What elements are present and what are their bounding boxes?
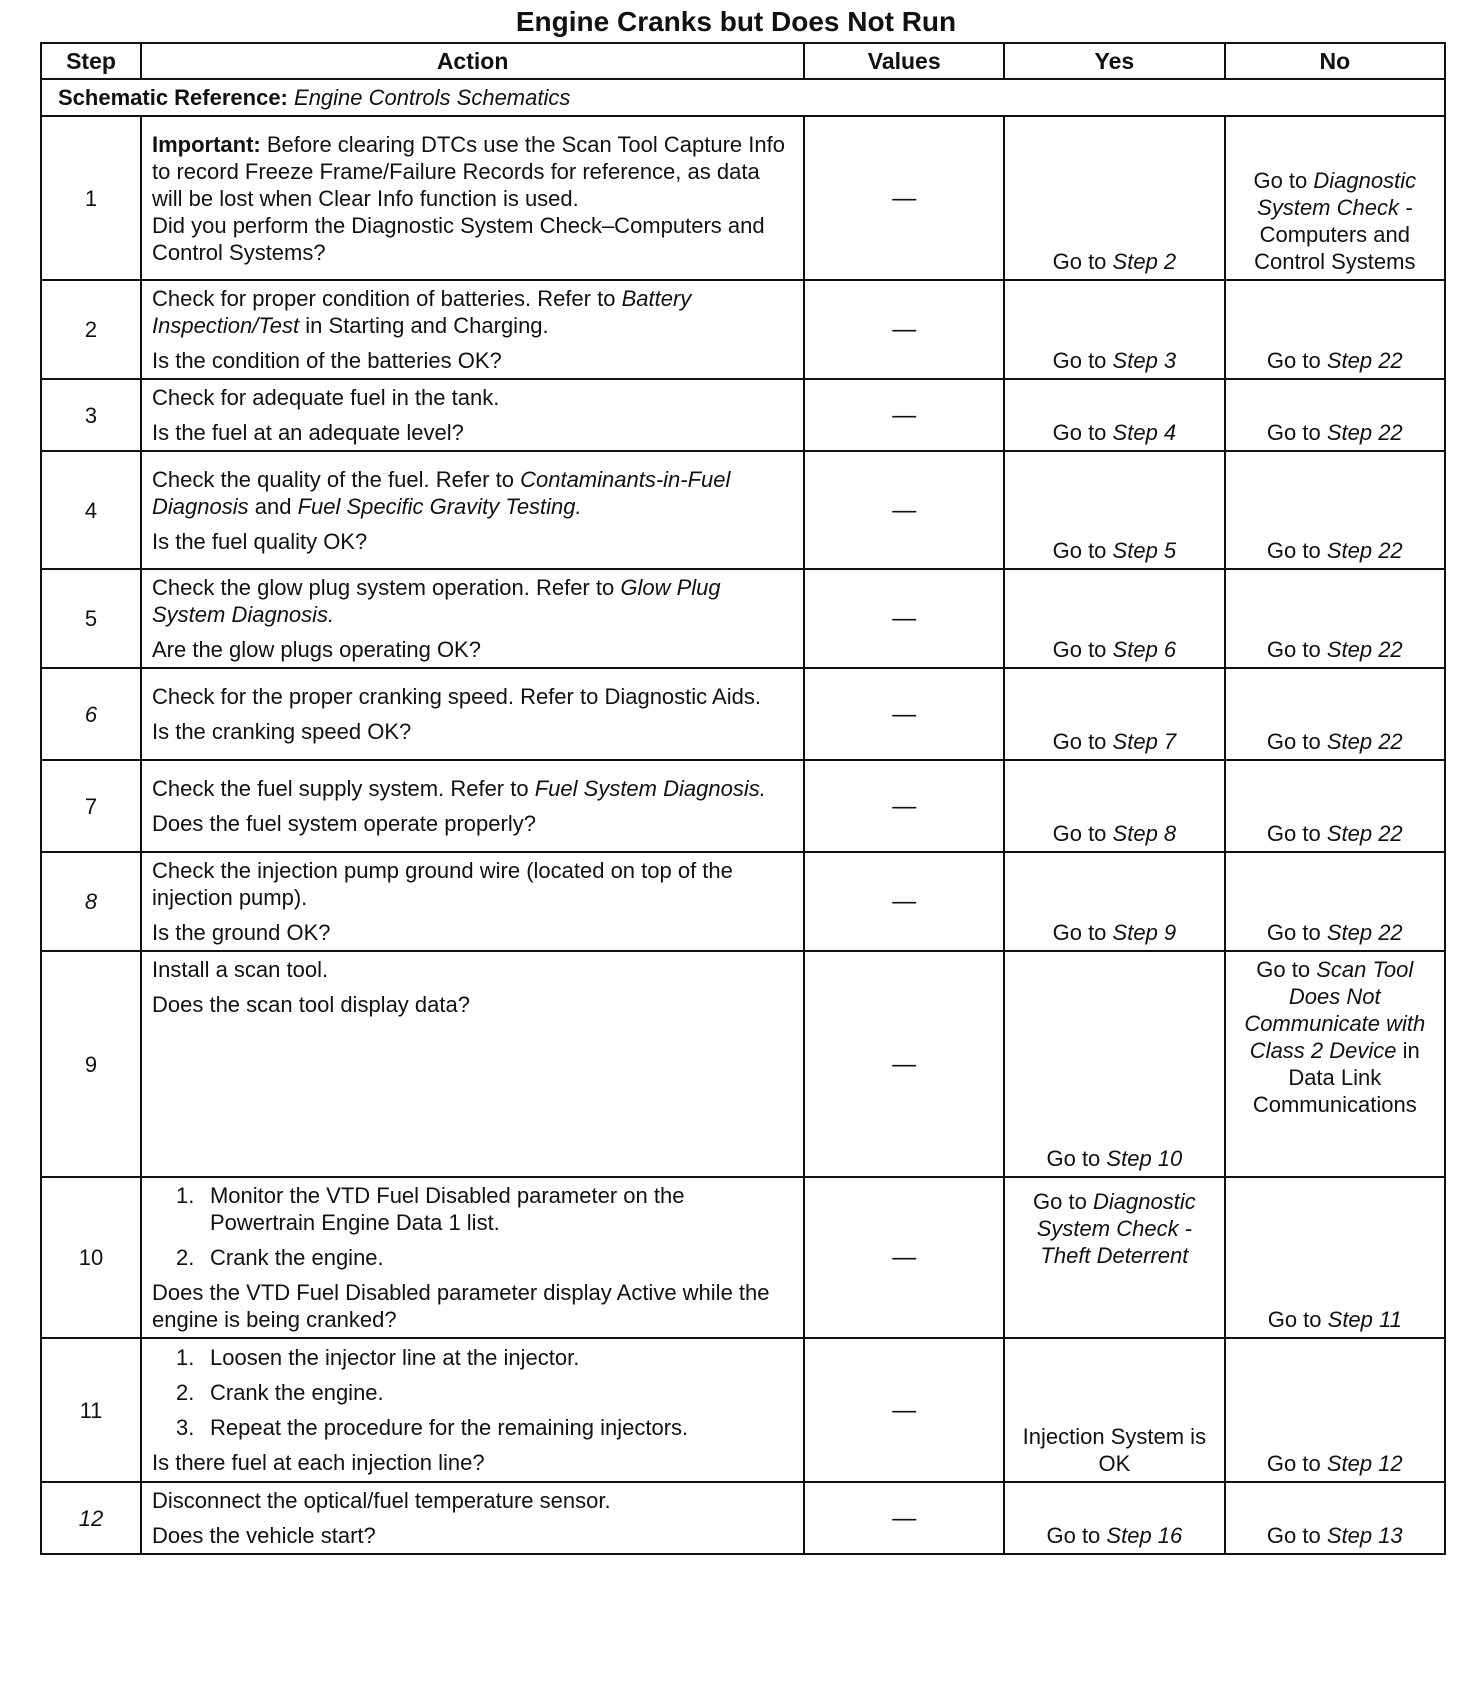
step-number: 6 bbox=[41, 668, 141, 760]
action-text: Check for the proper cranking speed. Refer to Diagnostic Aids. bbox=[151, 684, 761, 709]
yes-cell bbox=[1004, 668, 1224, 760]
no-step-link[interactable]: Step 22 bbox=[1326, 538, 1403, 563]
yes-step-link[interactable]: Step 6 bbox=[1112, 637, 1177, 662]
goto-text: Go to bbox=[1046, 1146, 1101, 1171]
yes-step-link[interactable]: Step 4 bbox=[1112, 420, 1177, 445]
no-cell bbox=[1225, 852, 1445, 951]
question: Is the ground OK? bbox=[151, 920, 331, 945]
step-number: 3 bbox=[41, 379, 141, 451]
list-item bbox=[152, 1244, 793, 1271]
header-yes: Yes bbox=[1004, 43, 1224, 79]
table-row bbox=[41, 280, 1445, 379]
action-cell bbox=[141, 569, 804, 668]
action-text: Check for proper condition of batteries. Refer to bbox=[151, 286, 616, 311]
header-step: Step bbox=[41, 43, 141, 79]
goto-text: Go to bbox=[1052, 920, 1107, 945]
action-cell bbox=[141, 451, 804, 569]
yes-step-link[interactable]: Step 9 bbox=[1112, 920, 1177, 945]
value-cell: — bbox=[804, 569, 1004, 668]
no-step-link[interactable]: Diagnostic System Check - bbox=[1257, 168, 1417, 220]
goto-text: Go to bbox=[1033, 1189, 1087, 1214]
schematic-link[interactable]: Engine Controls Schematics bbox=[294, 85, 571, 110]
action-cell bbox=[141, 852, 804, 951]
goto-text: Go to bbox=[1266, 821, 1321, 846]
yes-step-link[interactable]: Step 2 bbox=[1112, 249, 1177, 274]
action-cell bbox=[141, 116, 804, 280]
goto-text: Go to bbox=[1266, 420, 1321, 445]
goto-text: Go to bbox=[1266, 1451, 1321, 1476]
table-row bbox=[41, 852, 1445, 951]
yes-cell bbox=[1004, 569, 1224, 668]
table-row bbox=[41, 951, 1445, 1177]
yes-cell bbox=[1004, 951, 1224, 1177]
list-text: Loosen the injector line at the injector. bbox=[209, 1345, 580, 1370]
list-text: Crank the engine. bbox=[209, 1380, 384, 1405]
list-number: 1. bbox=[175, 1183, 195, 1208]
no-step-link[interactable]: Step 22 bbox=[1326, 920, 1403, 945]
action-text: Check the glow plug system operation. Refer to bbox=[151, 575, 615, 600]
value-cell: — bbox=[804, 116, 1004, 280]
goto-text: Go to bbox=[1052, 821, 1107, 846]
action-text: Check the injection pump ground wire (located on top of the injection pump). bbox=[151, 858, 733, 910]
table-header-row bbox=[41, 43, 1445, 79]
action-cell bbox=[141, 1338, 804, 1482]
question: Does the fuel system operate properly? bbox=[151, 811, 536, 836]
step-number: 2 bbox=[41, 280, 141, 379]
no-cell bbox=[1225, 451, 1445, 569]
value-cell: — bbox=[804, 951, 1004, 1177]
yes-cell bbox=[1004, 116, 1224, 280]
no-cell bbox=[1225, 668, 1445, 760]
action-cell bbox=[141, 379, 804, 451]
value-cell: — bbox=[804, 668, 1004, 760]
goto-text: Go to bbox=[1266, 637, 1321, 662]
action-cell bbox=[141, 668, 804, 760]
step-number: 12 bbox=[41, 1482, 141, 1554]
step-number: 7 bbox=[41, 760, 141, 852]
action-cell bbox=[141, 760, 804, 852]
schematic-reference bbox=[41, 79, 1445, 116]
goto-text: Go to bbox=[1266, 348, 1321, 373]
question: Is the fuel at an adequate level? bbox=[151, 420, 464, 445]
action-text: Check the fuel supply system. Refer to bbox=[151, 776, 529, 801]
no-cell bbox=[1225, 1177, 1445, 1338]
yes-step-link[interactable]: Step 10 bbox=[1106, 1146, 1183, 1171]
question: Does the vehicle start? bbox=[151, 1523, 376, 1548]
goto-text: Go to bbox=[1266, 920, 1321, 945]
yes-step-link[interactable]: Diagnostic System Check - Theft Deterrent bbox=[1036, 1189, 1196, 1268]
step-number: 10 bbox=[41, 1177, 141, 1338]
yes-cell bbox=[1004, 852, 1224, 951]
header-action: Action bbox=[141, 43, 804, 79]
value-cell: — bbox=[804, 379, 1004, 451]
reference-link[interactable]: Contaminants-in-Fuel Diagnosis bbox=[151, 466, 731, 519]
important-text: Before clearing DTCs use the Scan Tool Capture Info to record Freeze Frame/Failure Records for reference, as data will be lost when Clear Info function is used. bbox=[151, 131, 785, 211]
header-values: Values bbox=[804, 43, 1004, 79]
no-step-link[interactable]: Step 22 bbox=[1326, 729, 1403, 754]
value-cell: — bbox=[804, 451, 1004, 569]
goto-text: Go to bbox=[1267, 1307, 1322, 1332]
step-number: 1 bbox=[41, 116, 141, 280]
important-label: Important: bbox=[151, 131, 261, 157]
step-number: 11 bbox=[41, 1338, 141, 1482]
action-text: and bbox=[254, 493, 292, 519]
diagnostic-table bbox=[40, 42, 1446, 1555]
question: Did you perform the Diagnostic System Check–Computers and Control Systems? bbox=[151, 212, 765, 265]
table-row bbox=[41, 379, 1445, 451]
list-item bbox=[152, 1182, 793, 1236]
no-text: in Data Link Communications bbox=[1252, 1038, 1420, 1117]
goto-text: Go to bbox=[1266, 538, 1321, 563]
no-step-link[interactable]: Step 11 bbox=[1327, 1307, 1402, 1332]
question: Is the condition of the batteries OK? bbox=[151, 348, 502, 373]
reference-link[interactable]: Glow Plug System Diagnosis. bbox=[151, 575, 721, 627]
question: Is the cranking speed OK? bbox=[151, 719, 412, 744]
action-text: in Starting and Charging. bbox=[305, 313, 549, 338]
goto-text: Go to bbox=[1052, 249, 1107, 274]
question: Does the scan tool display data? bbox=[151, 992, 470, 1017]
no-step-link[interactable]: Step 22 bbox=[1326, 348, 1403, 373]
yes-step-link[interactable]: Step 8 bbox=[1112, 821, 1177, 846]
yes-cell bbox=[1004, 379, 1224, 451]
question: Is the fuel quality OK? bbox=[151, 528, 368, 554]
list-text: Crank the engine. bbox=[209, 1245, 384, 1270]
value-cell: — bbox=[804, 852, 1004, 951]
goto-text: Go to bbox=[1052, 420, 1107, 445]
step-number: 8 bbox=[41, 852, 141, 951]
action-cell bbox=[141, 951, 804, 1177]
goto-text: Go to bbox=[1266, 729, 1321, 754]
numbered-steps bbox=[152, 1344, 793, 1441]
yes-step-link[interactable]: Step 3 bbox=[1112, 348, 1177, 373]
step-number: 5 bbox=[41, 569, 141, 668]
yes-step-link[interactable]: Step 7 bbox=[1112, 729, 1177, 754]
no-step-link[interactable]: Step 22 bbox=[1326, 637, 1403, 662]
goto-text: Go to bbox=[1052, 729, 1107, 754]
list-number: 3. bbox=[175, 1415, 195, 1440]
action-text: Check the quality of the fuel. Refer to bbox=[151, 466, 514, 492]
page-title: Engine Cranks but Does Not Run bbox=[515, 6, 957, 37]
goto-text: Go to bbox=[1052, 348, 1107, 373]
value-cell: — bbox=[804, 1338, 1004, 1482]
reference-link[interactable]: Battery Inspection/Test bbox=[151, 286, 692, 338]
yes-cell: Injection System is OK bbox=[1004, 1338, 1224, 1482]
goto-text: Go to bbox=[1256, 957, 1311, 982]
no-cell bbox=[1225, 116, 1445, 280]
yes-cell bbox=[1004, 1177, 1224, 1338]
yes-step-link[interactable]: Step 16 bbox=[1106, 1523, 1183, 1548]
yes-cell bbox=[1004, 760, 1224, 852]
no-step-link[interactable]: Scan Tool Does Not Communicate with Class 2 Device bbox=[1244, 957, 1426, 1063]
no-step-link[interactable]: Step 13 bbox=[1326, 1523, 1403, 1548]
action-cell bbox=[141, 280, 804, 379]
question: Are the glow plugs operating OK? bbox=[151, 637, 481, 662]
list-text: Repeat the procedure for the remaining injectors. bbox=[209, 1415, 689, 1440]
list-number: 2. bbox=[175, 1245, 195, 1270]
no-cell bbox=[1225, 951, 1445, 1177]
schematic-row bbox=[41, 79, 1445, 116]
no-cell bbox=[1225, 760, 1445, 852]
action-text: Check for adequate fuel in the tank. bbox=[151, 385, 500, 410]
goto-text: Go to bbox=[1052, 637, 1107, 662]
goto-text: Go to bbox=[1046, 1523, 1101, 1548]
schematic-label: Schematic Reference: bbox=[58, 85, 288, 110]
action-text: Disconnect the optical/fuel temperature sensor. bbox=[151, 1488, 611, 1513]
table-row bbox=[41, 569, 1445, 668]
value-cell: — bbox=[804, 760, 1004, 852]
action-text: Install a scan tool. bbox=[151, 957, 329, 982]
no-step-link[interactable]: Step 12 bbox=[1326, 1451, 1403, 1476]
table-row bbox=[41, 668, 1445, 760]
list-item bbox=[152, 1414, 793, 1441]
table-row bbox=[41, 760, 1445, 852]
question: Does the VTD Fuel Disabled parameter display Active while the engine is being cranked? bbox=[151, 1280, 770, 1332]
numbered-steps bbox=[152, 1182, 793, 1271]
action-cell bbox=[141, 1482, 804, 1554]
reference-link[interactable]: Fuel Specific Gravity Testing. bbox=[297, 493, 582, 519]
question: Is there fuel at each injection line? bbox=[151, 1450, 485, 1475]
value-cell: — bbox=[804, 280, 1004, 379]
list-item bbox=[152, 1379, 793, 1406]
goto-text: Go to bbox=[1052, 538, 1107, 563]
table-row bbox=[41, 116, 1445, 280]
list-text: Monitor the VTD Fuel Disabled parameter on the Powertrain Engine Data 1 list. bbox=[209, 1183, 685, 1235]
list-number: 2. bbox=[175, 1380, 195, 1405]
table-row bbox=[41, 1177, 1445, 1338]
no-cell bbox=[1225, 280, 1445, 379]
value-cell: — bbox=[804, 1482, 1004, 1554]
step-number: 9 bbox=[41, 951, 141, 1177]
goto-text: Go to bbox=[1266, 1523, 1321, 1548]
list-number: 1. bbox=[175, 1345, 195, 1370]
yes-step-link[interactable]: Step 5 bbox=[1112, 538, 1177, 563]
reference-link[interactable]: Fuel System Diagnosis. bbox=[534, 776, 766, 801]
no-text: Computers and Control Systems bbox=[1254, 222, 1416, 274]
header-no: No bbox=[1225, 43, 1445, 79]
yes-cell bbox=[1004, 1482, 1224, 1554]
no-step-link[interactable]: Step 22 bbox=[1326, 821, 1403, 846]
list-item bbox=[152, 1344, 793, 1371]
table-row bbox=[41, 1482, 1445, 1554]
table-row bbox=[41, 1338, 1445, 1482]
no-cell bbox=[1225, 1482, 1445, 1554]
yes-cell bbox=[1004, 451, 1224, 569]
value-cell: — bbox=[804, 1177, 1004, 1338]
no-step-link[interactable]: Step 22 bbox=[1326, 420, 1403, 445]
step-number: 4 bbox=[41, 451, 141, 569]
yes-cell bbox=[1004, 280, 1224, 379]
goto-text: Go to bbox=[1253, 168, 1308, 193]
table-row bbox=[41, 451, 1445, 569]
no-cell bbox=[1225, 379, 1445, 451]
no-cell bbox=[1225, 569, 1445, 668]
no-cell bbox=[1225, 1338, 1445, 1482]
action-cell bbox=[141, 1177, 804, 1338]
